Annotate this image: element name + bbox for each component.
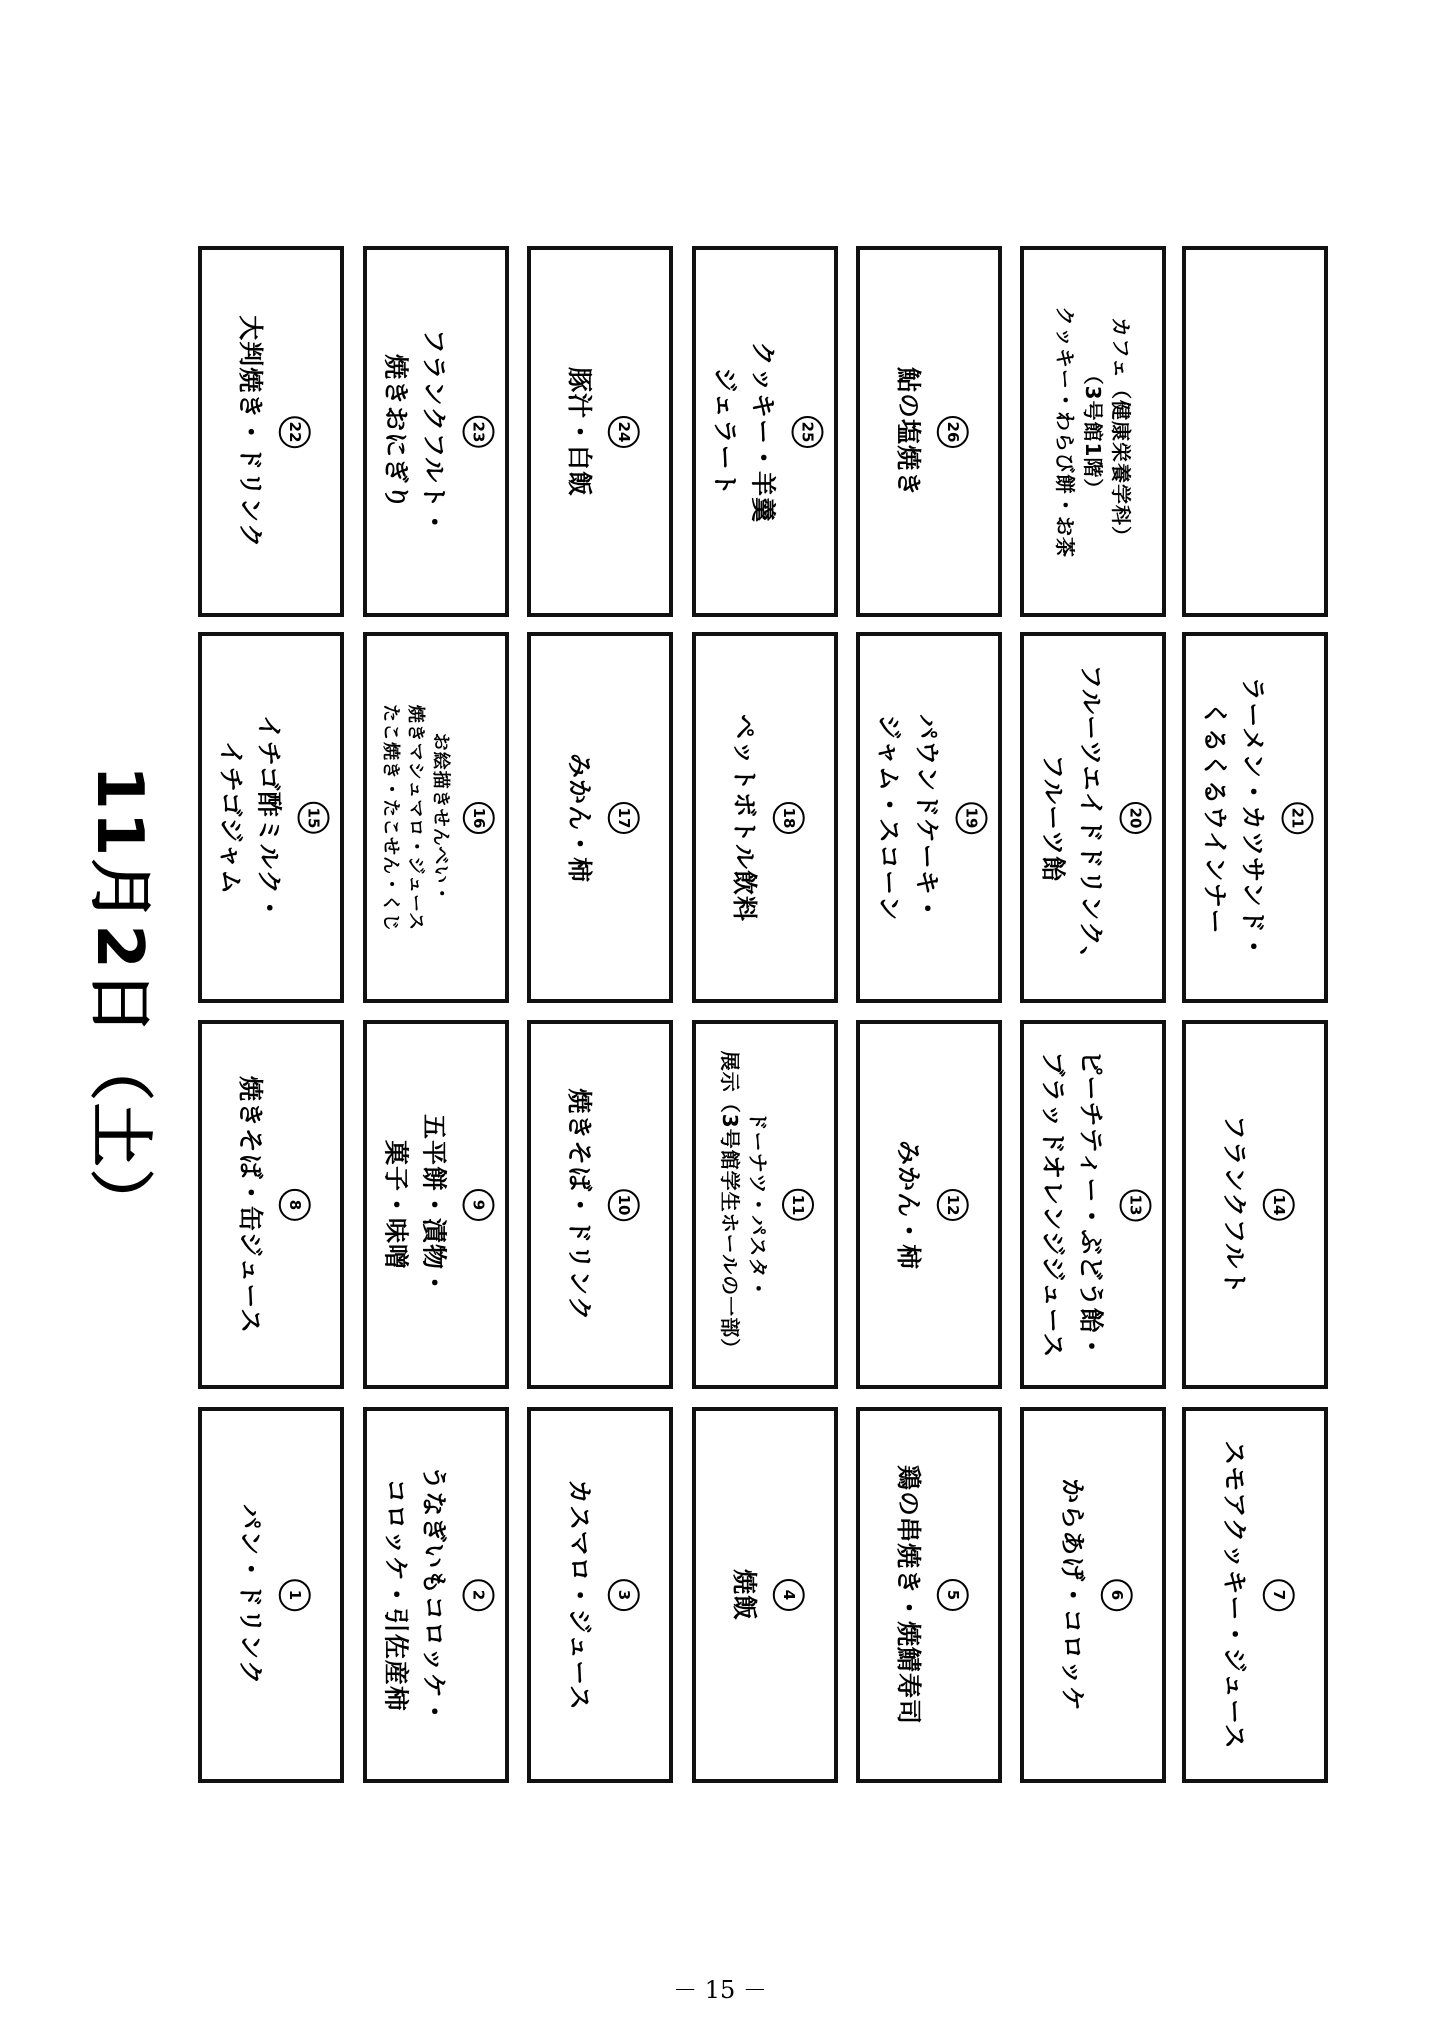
stall-item-text: ジャム・スコーン: [875, 713, 904, 922]
stall-item-text: フルーツエイドドリンク、: [1076, 663, 1106, 972]
stall-number: 16: [463, 802, 495, 834]
stall-item-text: 豚汁・白飯: [564, 366, 594, 497]
stall-content: [378, 1113, 495, 1295]
stall-number: 5: [937, 1579, 969, 1611]
stall-cell: [1182, 246, 1328, 617]
stall-item-text: 焼きおにぎり: [382, 353, 411, 510]
stall-content: [377, 704, 495, 932]
stall-number: 13: [1120, 1188, 1152, 1220]
stall-cell: [692, 246, 838, 617]
stall-item-text: からあげ・コロッケ: [1057, 1478, 1087, 1712]
stall-content: [725, 713, 805, 921]
stall-cell: [1020, 1020, 1166, 1389]
stall-item-text: 鶏の串焼き・焼鯖寿司: [893, 1464, 923, 1726]
stall-number: 9: [463, 1188, 495, 1220]
stall-item-text: 大判焼き・ドリンク: [235, 314, 265, 549]
stall-number: 26: [937, 415, 969, 447]
stall-cell: [1020, 246, 1166, 617]
stall-cell: [527, 1020, 673, 1389]
stall-item-text: クッキー・わらび餅・お茶: [1053, 305, 1077, 558]
stall-number: 12: [937, 1188, 969, 1220]
stall-content: [1215, 1114, 1295, 1295]
stall-number: 18: [773, 801, 805, 833]
stall-number: 21: [1282, 801, 1314, 833]
stall-item-text: コロッケ・引佐産柿: [382, 1478, 411, 1712]
stall-item-text: 焼きマシュマロ・ジュース: [404, 704, 426, 931]
stall-cell: [1182, 632, 1328, 1003]
stall-item-text: 菓子・味噌: [382, 1139, 411, 1270]
stall-item-text: 焼飯: [729, 1568, 759, 1622]
stall-cell: [1020, 1407, 1166, 1783]
stall-cell: [527, 1407, 673, 1783]
stall-item-text: みかん・柿: [893, 1139, 923, 1270]
stall-content: [231, 1075, 311, 1333]
stall-number: 1: [279, 1579, 311, 1611]
stall-cell: [198, 246, 344, 617]
stall-content: [871, 714, 988, 922]
stall-content: [378, 328, 495, 535]
stall-cell: [856, 1407, 1002, 1783]
stall-item-text: ブラッドオレンジジュース: [1039, 1050, 1068, 1359]
stall-item-text: スモアクッキー・ジュース: [1219, 1440, 1249, 1750]
stall-cell: [363, 1020, 509, 1389]
stall-cell: [1182, 1407, 1328, 1783]
stall-number: 3: [608, 1579, 640, 1611]
stall-item-text: フルーツ飴: [1039, 753, 1068, 882]
stall-content: [213, 714, 330, 921]
stall-item-text: カスマロ・ジュース: [564, 1479, 594, 1711]
stall-content: [560, 752, 640, 882]
stall-cell: [1182, 1020, 1328, 1389]
stall-item-text: 展示（3号館学生ホールの一部）: [718, 1050, 742, 1359]
stall-number: 22: [279, 415, 311, 447]
stall-content: [1215, 1440, 1295, 1750]
stall-content: [707, 340, 824, 522]
page-number: － 15 －: [673, 1976, 767, 2004]
stall-cell: [692, 632, 838, 1003]
stall-content: [725, 1569, 805, 1621]
stall-cell: [363, 632, 509, 1003]
stall-content: [231, 315, 311, 549]
stall-number: 8: [279, 1188, 311, 1220]
stall-cell: [198, 632, 344, 1003]
stall-item-text: 鮎の塩焼き: [893, 366, 923, 497]
stall-item-text: 五平餅・漬物・: [419, 1113, 449, 1296]
stall-cell: [692, 1020, 838, 1389]
stall-cell: [856, 1020, 1002, 1389]
stall-number: 4: [773, 1579, 805, 1611]
stall-content: [560, 1088, 640, 1322]
stall-cell: [856, 632, 1002, 1003]
stall-item-text: 焼きそば・缶ジュース: [235, 1075, 265, 1334]
stall-cell: [363, 1407, 509, 1783]
stall-content: [1197, 676, 1314, 960]
stall-cell: [363, 246, 509, 617]
stall-number: 14: [1263, 1188, 1295, 1220]
stall-number: 25: [792, 415, 824, 447]
stall-item-text: ドーナツ・パスタ・: [746, 1110, 770, 1299]
stall-number: 20: [1120, 801, 1152, 833]
stall-cell: [527, 632, 673, 1003]
stall-cell: [856, 246, 1002, 617]
stall-item-text: たこ焼き・たこせん・くじ: [379, 703, 401, 932]
stall-cell: [198, 1407, 344, 1783]
stall-content: [1035, 663, 1152, 971]
stall-item-text: お絵描きせんべい・: [429, 732, 451, 903]
stall-item-text: ラーメン・カツサンド・: [1238, 675, 1268, 960]
stall-content: [378, 1465, 495, 1725]
stall-content: [889, 366, 969, 496]
stall-number: 15: [298, 801, 330, 833]
stall-number: 11: [782, 1189, 814, 1221]
stall-number: 7: [1263, 1579, 1295, 1611]
stall-cell: [1020, 632, 1166, 1003]
stall-item-text: イチゴジャム: [217, 740, 246, 895]
stall-item-text: カフェ（健康栄養学科）: [1109, 316, 1133, 547]
stall-content: [560, 366, 640, 496]
stall-cell: [527, 246, 673, 617]
stall-item-text: ピーチティー・ぶどう飴・: [1076, 1049, 1106, 1360]
stall-content: [1051, 306, 1135, 558]
stall-content: [1035, 1050, 1152, 1359]
stall-item-text: パン・ドリンク: [235, 1504, 265, 1686]
stall-content: [1053, 1478, 1133, 1712]
page-title-text: 11月2日（土）: [82, 765, 156, 1235]
stall-content: [560, 1479, 640, 1711]
stall-item-text: ペットボトル飲料: [729, 713, 759, 922]
stall-item-text: みかん・柿: [564, 752, 594, 883]
stall-item-text: ジェラート: [711, 366, 740, 497]
stall-item-text: うなぎいもコロッケ・: [419, 1465, 449, 1725]
stall-content: [716, 1050, 814, 1359]
stall-content: [889, 1465, 969, 1725]
stall-number: 2: [463, 1579, 495, 1611]
stall-item-text: （3号館1階）: [1081, 364, 1105, 499]
stall-item-text: イチゴ酢ミルク・: [254, 714, 284, 921]
stall-cell: [198, 1020, 344, 1389]
stall-content: [889, 1139, 969, 1269]
stall-cell: [692, 1407, 838, 1783]
stall-number: 19: [956, 801, 988, 833]
stall-item-text: 焼きそば・ドリンク: [564, 1087, 594, 1322]
stall-item-text: フランクフルト: [1219, 1114, 1249, 1295]
stall-number: 6: [1101, 1579, 1133, 1611]
stall-item-text: フランクフルト・: [419, 328, 449, 535]
stall-number: 10: [608, 1188, 640, 1220]
stall-content: [231, 1504, 311, 1686]
stall-item-text: パウンドケーキ・: [912, 713, 942, 922]
stall-number: 24: [608, 415, 640, 447]
stall-item-text: くるくるウインナー: [1201, 700, 1230, 935]
stall-number: 23: [463, 415, 495, 447]
stall-item-text: クッキー・羊羹: [748, 340, 778, 523]
stall-number: 17: [608, 801, 640, 833]
